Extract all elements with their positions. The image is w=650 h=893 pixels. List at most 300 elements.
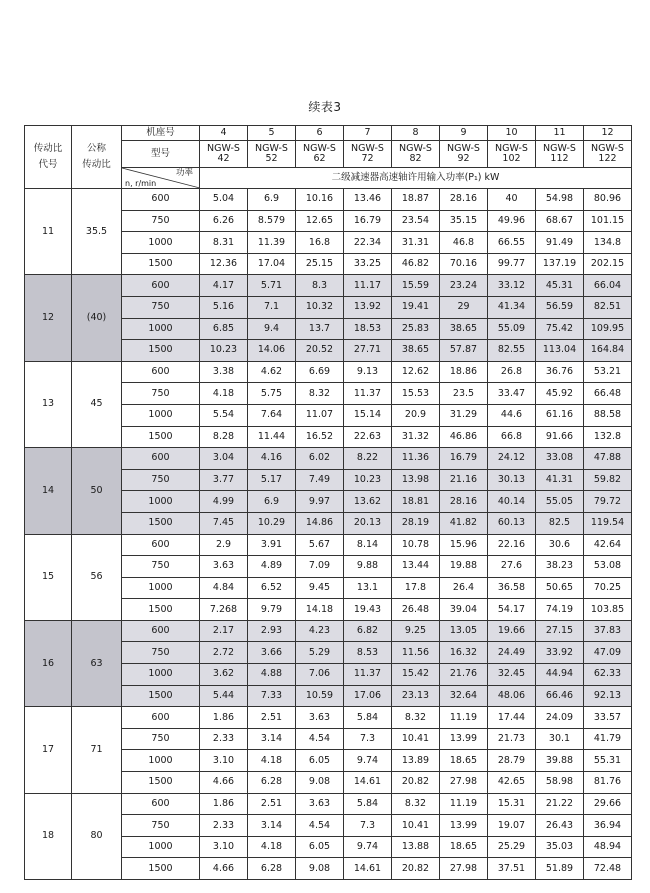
power-value-cell: 24.49 bbox=[488, 642, 536, 664]
power-value-cell: 7.33 bbox=[248, 685, 296, 707]
power-value-cell: 82.55 bbox=[488, 340, 536, 362]
frame-number-cell: 10 bbox=[488, 126, 536, 141]
model-series: NGW-S bbox=[447, 143, 480, 155]
model-cell bbox=[488, 141, 536, 168]
model-series: NGW-S bbox=[543, 143, 576, 155]
power-value-cell: 113.04 bbox=[536, 340, 584, 362]
power-value-cell: 99.77 bbox=[488, 253, 536, 275]
ratio-code-cell: 15 bbox=[25, 534, 72, 620]
power-value-cell: 27.6 bbox=[488, 556, 536, 578]
speed-cell: 600 bbox=[122, 793, 200, 815]
power-value-cell: 46.86 bbox=[440, 426, 488, 448]
ratio-code-cell: 17 bbox=[25, 707, 72, 793]
power-value-cell: 6.52 bbox=[248, 577, 296, 599]
speed-cell: 1500 bbox=[122, 599, 200, 621]
power-value-cell: 20.82 bbox=[392, 772, 440, 794]
ratio-code-cell: 13 bbox=[25, 361, 72, 447]
power-value-cell: 13.46 bbox=[344, 189, 392, 211]
power-value-cell: 8.32 bbox=[392, 707, 440, 729]
power-value-cell: 10.41 bbox=[392, 815, 440, 837]
table-row bbox=[25, 448, 632, 470]
power-value-cell: 3.14 bbox=[248, 815, 296, 837]
power-value-cell: 48.06 bbox=[488, 685, 536, 707]
power-value-cell: 16.79 bbox=[440, 448, 488, 470]
speed-cell: 1000 bbox=[122, 318, 200, 340]
power-value-cell: 20.52 bbox=[296, 340, 344, 362]
speed-cell: 1000 bbox=[122, 750, 200, 772]
power-value-cell: 6.69 bbox=[296, 361, 344, 383]
power-value-cell: 45.31 bbox=[536, 275, 584, 297]
table-row bbox=[25, 707, 632, 729]
power-value-cell: 7.3 bbox=[344, 815, 392, 837]
power-value-cell: 4.16 bbox=[248, 448, 296, 470]
power-value-cell: 51.89 bbox=[536, 858, 584, 880]
power-value-cell: 66.55 bbox=[488, 232, 536, 254]
power-value-cell: 16.52 bbox=[296, 426, 344, 448]
power-value-cell: 55.09 bbox=[488, 318, 536, 340]
speed-cell: 600 bbox=[122, 707, 200, 729]
power-value-cell: 1.86 bbox=[200, 793, 248, 815]
power-value-cell: 28.16 bbox=[440, 491, 488, 513]
power-value-cell: 11.07 bbox=[296, 404, 344, 426]
power-value-cell: 66.46 bbox=[536, 685, 584, 707]
power-value-cell: 45.92 bbox=[536, 383, 584, 405]
power-value-cell: 6.28 bbox=[248, 772, 296, 794]
power-value-cell: 42.65 bbox=[488, 772, 536, 794]
power-value-cell: 103.85 bbox=[584, 599, 632, 621]
power-value-cell: 5.17 bbox=[248, 469, 296, 491]
power-value-cell: 6.05 bbox=[296, 750, 344, 772]
power-value-cell: 14.18 bbox=[296, 599, 344, 621]
power-value-cell: 13.92 bbox=[344, 296, 392, 318]
power-value-cell: 18.65 bbox=[440, 836, 488, 858]
frame-number-cell: 4 bbox=[200, 126, 248, 141]
table-row bbox=[25, 361, 632, 383]
power-value-cell: 21.16 bbox=[440, 469, 488, 491]
nominal-ratio-cell: 63 bbox=[72, 620, 122, 706]
power-value-cell: 3.14 bbox=[248, 728, 296, 750]
power-value-cell: 4.17 bbox=[200, 275, 248, 297]
power-value-cell: 5.29 bbox=[296, 642, 344, 664]
model-number: 62 bbox=[313, 153, 326, 164]
power-value-cell: 19.66 bbox=[488, 620, 536, 642]
power-value-cell: 17.04 bbox=[248, 253, 296, 275]
power-value-cell: 4.54 bbox=[296, 815, 344, 837]
power-value-cell: 28.19 bbox=[392, 512, 440, 534]
power-value-cell: 132.8 bbox=[584, 426, 632, 448]
model-cell bbox=[200, 141, 248, 168]
power-value-cell: 66.48 bbox=[584, 383, 632, 405]
frame-number-cell: 7 bbox=[344, 126, 392, 141]
speed-cell: 1000 bbox=[122, 232, 200, 254]
power-value-cell: 8.53 bbox=[344, 642, 392, 664]
power-value-cell: 13.88 bbox=[392, 836, 440, 858]
speed-cell: 1000 bbox=[122, 404, 200, 426]
speed-cell: 750 bbox=[122, 469, 200, 491]
power-value-cell: 13.99 bbox=[440, 815, 488, 837]
power-value-cell: 26.48 bbox=[392, 599, 440, 621]
power-value-cell: 8.14 bbox=[344, 534, 392, 556]
power-value-cell: 25.15 bbox=[296, 253, 344, 275]
power-value-cell: 20.9 bbox=[392, 404, 440, 426]
power-value-cell: 5.84 bbox=[344, 707, 392, 729]
power-value-cell: 4.88 bbox=[248, 664, 296, 686]
model-series: NGW-S bbox=[399, 143, 432, 155]
power-value-cell: 47.09 bbox=[584, 642, 632, 664]
power-value-cell: 17.44 bbox=[488, 707, 536, 729]
power-value-cell: 8.32 bbox=[296, 383, 344, 405]
power-value-cell: 2.93 bbox=[248, 620, 296, 642]
power-value-cell: 27.15 bbox=[536, 620, 584, 642]
power-value-cell: 50.65 bbox=[536, 577, 584, 599]
ratio-code-cell: 11 bbox=[25, 189, 72, 275]
power-value-cell: 8.28 bbox=[200, 426, 248, 448]
power-value-cell: 13.7 bbox=[296, 318, 344, 340]
power-value-cell: 40 bbox=[488, 189, 536, 211]
power-value-cell: 41.79 bbox=[584, 728, 632, 750]
power-value-cell: 134.8 bbox=[584, 232, 632, 254]
power-value-cell: 27.98 bbox=[440, 772, 488, 794]
power-value-cell: 4.66 bbox=[200, 858, 248, 880]
power-value-cell: 2.33 bbox=[200, 815, 248, 837]
power-value-cell: 41.82 bbox=[440, 512, 488, 534]
power-value-cell: 12.62 bbox=[392, 361, 440, 383]
power-value-cell: 6.26 bbox=[200, 210, 248, 232]
power-value-cell: 2.33 bbox=[200, 728, 248, 750]
power-value-cell: 4.62 bbox=[248, 361, 296, 383]
speed-cell: 600 bbox=[122, 620, 200, 642]
power-value-cell: 38.65 bbox=[440, 318, 488, 340]
speed-cell: 1500 bbox=[122, 426, 200, 448]
speed-cell: 1500 bbox=[122, 512, 200, 534]
speed-power-corner bbox=[122, 168, 200, 189]
power-value-cell: 13.44 bbox=[392, 556, 440, 578]
power-value-cell: 32.64 bbox=[440, 685, 488, 707]
frame-number-header: 机座号 bbox=[122, 126, 200, 141]
power-value-cell: 137.19 bbox=[536, 253, 584, 275]
power-value-cell: 4.89 bbox=[248, 556, 296, 578]
power-value-cell: 18.81 bbox=[392, 491, 440, 513]
power-value-cell: 81.76 bbox=[584, 772, 632, 794]
power-value-cell: 54.17 bbox=[488, 599, 536, 621]
speed-cell: 1000 bbox=[122, 664, 200, 686]
power-value-cell: 3.77 bbox=[200, 469, 248, 491]
power-value-cell: 19.43 bbox=[344, 599, 392, 621]
speed-cell: 1500 bbox=[122, 685, 200, 707]
ratio-code-cell: 16 bbox=[25, 620, 72, 706]
power-value-cell: 13.98 bbox=[392, 469, 440, 491]
power-value-cell: 36.76 bbox=[536, 361, 584, 383]
power-value-cell: 18.86 bbox=[440, 361, 488, 383]
power-value-cell: 23.13 bbox=[392, 685, 440, 707]
power-value-cell: 2.17 bbox=[200, 620, 248, 642]
speed-label: n, r/min bbox=[125, 178, 157, 188]
power-value-cell: 15.42 bbox=[392, 664, 440, 686]
power-value-cell: 82.51 bbox=[584, 296, 632, 318]
power-value-cell: 4.99 bbox=[200, 491, 248, 513]
nominal-ratio-cell: 71 bbox=[72, 707, 122, 793]
power-value-cell: 16.79 bbox=[344, 210, 392, 232]
power-value-cell: 46.82 bbox=[392, 253, 440, 275]
power-value-cell: 30.1 bbox=[536, 728, 584, 750]
model-cell bbox=[248, 141, 296, 168]
frame-number-cell: 12 bbox=[584, 126, 632, 141]
power-value-cell: 24.12 bbox=[488, 448, 536, 470]
table-row bbox=[25, 189, 632, 211]
power-value-cell: 82.5 bbox=[536, 512, 584, 534]
power-value-cell: 31.31 bbox=[392, 232, 440, 254]
power-value-cell: 23.54 bbox=[392, 210, 440, 232]
power-value-cell: 30.13 bbox=[488, 469, 536, 491]
power-value-cell: 91.49 bbox=[536, 232, 584, 254]
power-value-cell: 26.43 bbox=[536, 815, 584, 837]
model-cell bbox=[440, 141, 488, 168]
power-value-cell: 33.92 bbox=[536, 642, 584, 664]
power-value-cell: 109.95 bbox=[584, 318, 632, 340]
power-value-cell: 9.08 bbox=[296, 772, 344, 794]
power-value-cell: 23.24 bbox=[440, 275, 488, 297]
power-value-cell: 9.25 bbox=[392, 620, 440, 642]
power-value-cell: 3.66 bbox=[248, 642, 296, 664]
power-value-cell: 8.579 bbox=[248, 210, 296, 232]
power-value-cell: 22.16 bbox=[488, 534, 536, 556]
power-value-cell: 15.14 bbox=[344, 404, 392, 426]
nominal-ratio-cell: 50 bbox=[72, 448, 122, 534]
power-value-cell: 4.18 bbox=[200, 383, 248, 405]
nominal-ratio-cell: 80 bbox=[72, 793, 122, 879]
power-value-cell: 56.59 bbox=[536, 296, 584, 318]
power-value-cell: 23.5 bbox=[440, 383, 488, 405]
model-cell bbox=[344, 141, 392, 168]
power-value-cell: 2.9 bbox=[200, 534, 248, 556]
power-value-cell: 11.19 bbox=[440, 707, 488, 729]
power-value-cell: 20.82 bbox=[392, 858, 440, 880]
power-value-cell: 70.16 bbox=[440, 253, 488, 275]
power-value-cell: 91.66 bbox=[536, 426, 584, 448]
speed-cell: 600 bbox=[122, 275, 200, 297]
power-value-cell: 7.09 bbox=[296, 556, 344, 578]
model-number: 42 bbox=[217, 153, 230, 164]
power-value-cell: 55.31 bbox=[584, 750, 632, 772]
model-series: NGW-S bbox=[255, 143, 288, 155]
power-value-cell: 54.98 bbox=[536, 189, 584, 211]
power-value-cell: 3.63 bbox=[296, 707, 344, 729]
power-value-cell: 21.22 bbox=[536, 793, 584, 815]
power-value-cell: 6.9 bbox=[248, 491, 296, 513]
power-value-cell: 16.8 bbox=[296, 232, 344, 254]
power-value-cell: 11.56 bbox=[392, 642, 440, 664]
power-value-cell: 1.86 bbox=[200, 707, 248, 729]
power-value-cell: 15.31 bbox=[488, 793, 536, 815]
power-value-cell: 38.23 bbox=[536, 556, 584, 578]
model-number: 52 bbox=[265, 153, 278, 164]
power-value-cell: 9.88 bbox=[344, 556, 392, 578]
power-value-cell: 13.62 bbox=[344, 491, 392, 513]
power-value-cell: 2.51 bbox=[248, 707, 296, 729]
power-value-cell: 5.75 bbox=[248, 383, 296, 405]
power-value-cell: 3.10 bbox=[200, 836, 248, 858]
speed-cell: 600 bbox=[122, 361, 200, 383]
power-value-cell: 6.02 bbox=[296, 448, 344, 470]
power-value-cell: 21.76 bbox=[440, 664, 488, 686]
power-value-cell: 25.29 bbox=[488, 836, 536, 858]
speed-cell: 1500 bbox=[122, 253, 200, 275]
power-value-cell: 62.33 bbox=[584, 664, 632, 686]
power-value-cell: 5.04 bbox=[200, 189, 248, 211]
power-value-cell: 16.32 bbox=[440, 642, 488, 664]
power-value-cell: 14.86 bbox=[296, 512, 344, 534]
power-value-cell: 35.03 bbox=[536, 836, 584, 858]
power-value-cell: 15.96 bbox=[440, 534, 488, 556]
power-value-cell: 31.32 bbox=[392, 426, 440, 448]
model-cell bbox=[536, 141, 584, 168]
model-series: NGW-S bbox=[207, 143, 240, 155]
power-value-cell: 33.08 bbox=[536, 448, 584, 470]
speed-cell: 750 bbox=[122, 815, 200, 837]
power-value-cell: 32.45 bbox=[488, 664, 536, 686]
model-number: 82 bbox=[409, 153, 422, 164]
power-value-cell: 42.64 bbox=[584, 534, 632, 556]
speed-cell: 600 bbox=[122, 448, 200, 470]
power-value-cell: 101.15 bbox=[584, 210, 632, 232]
model-cell bbox=[296, 141, 344, 168]
power-value-cell: 3.63 bbox=[200, 556, 248, 578]
table-row bbox=[25, 793, 632, 815]
power-value-cell: 39.88 bbox=[536, 750, 584, 772]
power-value-cell: 92.13 bbox=[584, 685, 632, 707]
ratio-code-cell: 12 bbox=[25, 275, 72, 361]
power-value-cell: 6.9 bbox=[248, 189, 296, 211]
power-value-cell: 14.61 bbox=[344, 858, 392, 880]
model-series: NGW-S bbox=[495, 143, 528, 155]
power-value-cell: 29.66 bbox=[584, 793, 632, 815]
power-value-cell: 36.58 bbox=[488, 577, 536, 599]
model-number: 72 bbox=[361, 153, 374, 164]
power-value-cell: 44.6 bbox=[488, 404, 536, 426]
power-value-cell: 18.53 bbox=[344, 318, 392, 340]
power-value-cell: 12.65 bbox=[296, 210, 344, 232]
power-value-cell: 20.13 bbox=[344, 512, 392, 534]
power-value-cell: 68.67 bbox=[536, 210, 584, 232]
power-value-cell: 6.05 bbox=[296, 836, 344, 858]
model-number: 112 bbox=[550, 153, 569, 164]
power-value-cell: 25.83 bbox=[392, 318, 440, 340]
power-value-cell: 7.06 bbox=[296, 664, 344, 686]
power-value-cell: 4.84 bbox=[200, 577, 248, 599]
power-value-cell: 5.16 bbox=[200, 296, 248, 318]
power-value-cell: 11.39 bbox=[248, 232, 296, 254]
power-value-cell: 26.8 bbox=[488, 361, 536, 383]
power-value-cell: 7.45 bbox=[200, 512, 248, 534]
power-value-cell: 8.22 bbox=[344, 448, 392, 470]
model-cell bbox=[584, 141, 632, 168]
power-value-cell: 49.96 bbox=[488, 210, 536, 232]
model-series: NGW-S bbox=[303, 143, 336, 155]
power-value-cell: 9.13 bbox=[344, 361, 392, 383]
ratio-code-cell: 14 bbox=[25, 448, 72, 534]
power-value-cell: 11.36 bbox=[392, 448, 440, 470]
power-value-cell: 33.12 bbox=[488, 275, 536, 297]
power-value-cell: 31.29 bbox=[440, 404, 488, 426]
power-value-cell: 53.08 bbox=[584, 556, 632, 578]
power-value-cell: 33.57 bbox=[584, 707, 632, 729]
model-number: 122 bbox=[598, 153, 617, 164]
frame-number-cell: 9 bbox=[440, 126, 488, 141]
power-value-cell: 19.07 bbox=[488, 815, 536, 837]
power-value-cell: 72.48 bbox=[584, 858, 632, 880]
ratio-code-header: 传动比 代号 bbox=[25, 126, 72, 189]
power-value-cell: 11.37 bbox=[344, 664, 392, 686]
power-value-cell: 18.65 bbox=[440, 750, 488, 772]
power-value-cell: 66.04 bbox=[584, 275, 632, 297]
table-caption: 续表3 bbox=[308, 100, 342, 114]
power-value-cell: 8.32 bbox=[392, 793, 440, 815]
power-value-cell: 14.06 bbox=[248, 340, 296, 362]
power-value-cell: 2.51 bbox=[248, 793, 296, 815]
power-value-cell: 37.51 bbox=[488, 858, 536, 880]
power-value-cell: 6.28 bbox=[248, 858, 296, 880]
power-value-cell: 59.82 bbox=[584, 469, 632, 491]
power-value-cell: 41.31 bbox=[536, 469, 584, 491]
power-value-cell: 27.71 bbox=[344, 340, 392, 362]
power-value-cell: 66.8 bbox=[488, 426, 536, 448]
table-row bbox=[25, 534, 632, 556]
power-value-cell: 30.6 bbox=[536, 534, 584, 556]
power-value-cell: 5.67 bbox=[296, 534, 344, 556]
power-value-cell: 22.34 bbox=[344, 232, 392, 254]
power-value-cell: 36.94 bbox=[584, 815, 632, 837]
power-value-cell: 6.85 bbox=[200, 318, 248, 340]
power-value-cell: 3.62 bbox=[200, 664, 248, 686]
power-value-cell: 7.3 bbox=[344, 728, 392, 750]
power-value-cell: 47.88 bbox=[584, 448, 632, 470]
power-value-cell: 4.18 bbox=[248, 750, 296, 772]
power-value-cell: 28.79 bbox=[488, 750, 536, 772]
speed-cell: 750 bbox=[122, 556, 200, 578]
power-value-cell: 24.09 bbox=[536, 707, 584, 729]
power-value-cell: 80.96 bbox=[584, 189, 632, 211]
power-value-cell: 4.18 bbox=[248, 836, 296, 858]
power-value-cell: 4.23 bbox=[296, 620, 344, 642]
power-value-cell: 164.84 bbox=[584, 340, 632, 362]
frame-number-cell: 5 bbox=[248, 126, 296, 141]
power-value-cell: 10.23 bbox=[200, 340, 248, 362]
power-value-cell: 27.98 bbox=[440, 858, 488, 880]
power-value-cell: 10.16 bbox=[296, 189, 344, 211]
power-value-cell: 19.41 bbox=[392, 296, 440, 318]
power-value-cell: 8.3 bbox=[296, 275, 344, 297]
frame-number-cell: 11 bbox=[536, 126, 584, 141]
power-value-cell: 46.8 bbox=[440, 232, 488, 254]
power-value-cell: 15.59 bbox=[392, 275, 440, 297]
power-value-cell: 74.19 bbox=[536, 599, 584, 621]
power-value-cell: 7.1 bbox=[248, 296, 296, 318]
power-value-cell: 10.32 bbox=[296, 296, 344, 318]
model-cell bbox=[392, 141, 440, 168]
power-value-cell: 202.15 bbox=[584, 253, 632, 275]
power-value-cell: 29 bbox=[440, 296, 488, 318]
power-value-cell: 11.37 bbox=[344, 383, 392, 405]
power-value-cell: 9.97 bbox=[296, 491, 344, 513]
power-value-cell: 9.79 bbox=[248, 599, 296, 621]
power-value-cell: 48.94 bbox=[584, 836, 632, 858]
power-value-cell: 41.34 bbox=[488, 296, 536, 318]
power-label: 功率 bbox=[175, 168, 193, 178]
power-value-cell: 13.1 bbox=[344, 577, 392, 599]
power-value-cell: 9.08 bbox=[296, 858, 344, 880]
power-value-cell: 15.53 bbox=[392, 383, 440, 405]
power-value-cell: 70.25 bbox=[584, 577, 632, 599]
